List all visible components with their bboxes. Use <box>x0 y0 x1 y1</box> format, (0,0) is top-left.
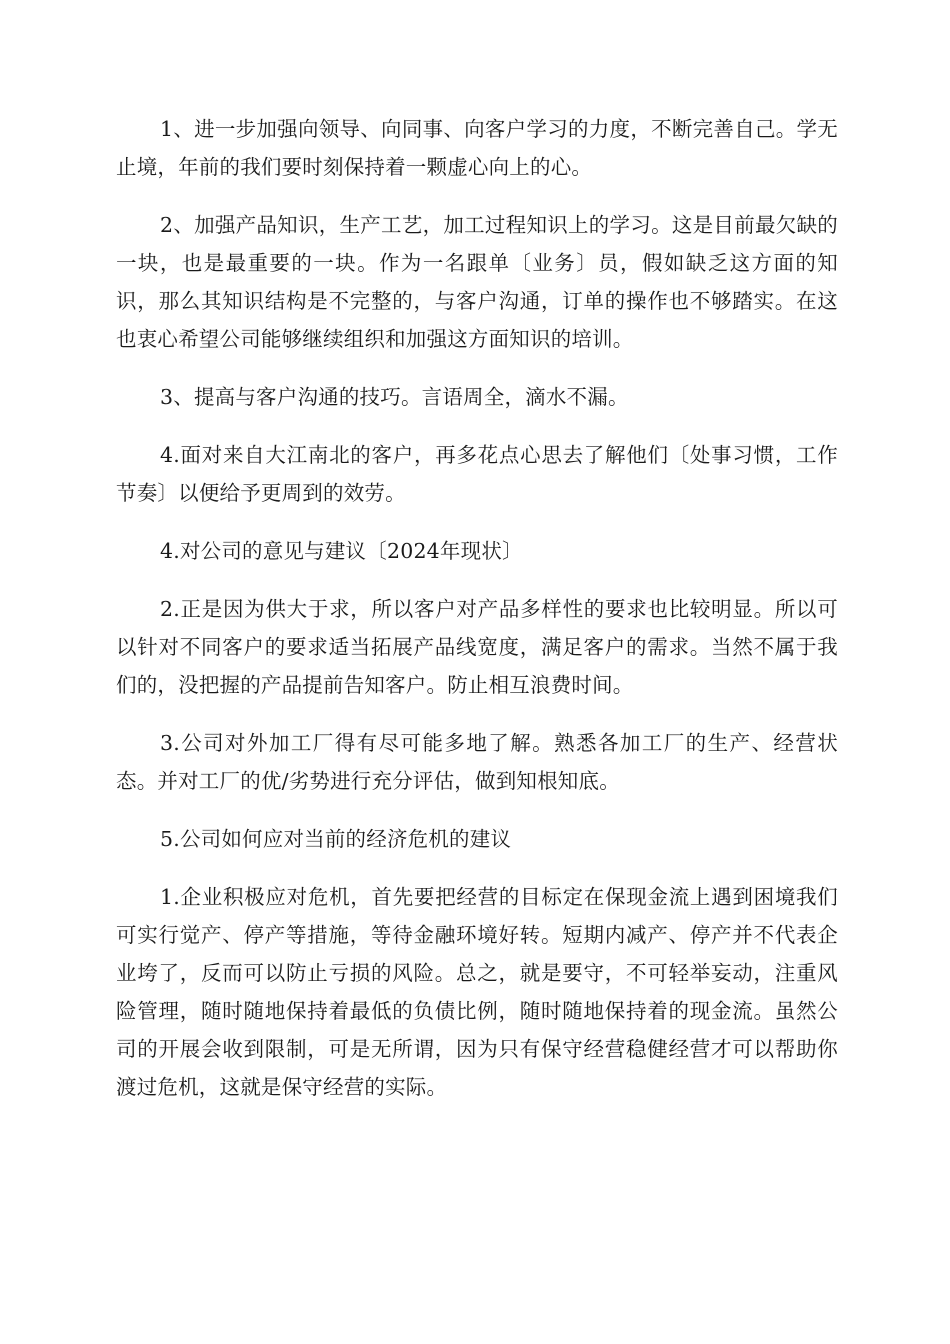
paragraph-5: 2.正是因为供大于求，所以客户对产品多样性的要求也比较明显。所以可以针对不同客户的要求适当拓展产品线宽度，满足客户的需求。当然不属于我们的，没把握的产品提前告知客户。防止相互浪费时间。 <box>116 597 838 697</box>
paragraph-7: 1.企业积极应对危机，首先要把经营的目标定在保现金流上遇到困境我们可实行觉产、停产等措施，等待金融环境好转。短期内减产、停产并不代表企业垮了，反而可以防止亏损的风险。总之，就是要守，不可轻举妄动，注重风险管理，随时随地保持着最低的负债比例，随时随地保持着的现金流。虽然公司的开展会收到限制，可是无所谓，因为只有保守经营稳健经营才可以帮助你渡过危机，这就是保守经营的实际。 <box>116 885 838 1099</box>
paragraph-1: 1、进一步加强向领导、向同事、向客户学习的力度，不断完善自己。学无止境，年前的我们要时刻保持着一颗虚心向上的心。 <box>116 117 838 179</box>
paragraph-6: 3.公司对外加工厂得有尽可能多地了解。熟悉各加工厂的生产、经营状态。并对工厂的优/劣势进行充分评估，做到知根知底。 <box>116 731 838 793</box>
section-heading-crisis: 5.公司如何应对当前的经济危机的建议 <box>160 827 512 851</box>
section-heading-suggestions: 4.对公司的意见与建议〔2024年现状〕 <box>160 539 523 563</box>
paragraph-2: 2、加强产品知识，生产工艺，加工过程知识上的学习。这是目前最欠缺的一块，也是最重要的一块。作为一名跟单〔业务〕员，假如缺乏这方面的知识，那么其知识结构是不完整的，与客户沟通，订单的操作也不够踏实。在这也衷心希望公司能够继续组织和加强这方面知识的培训。 <box>116 213 838 351</box>
document-body <box>116 110 838 1126</box>
paragraph-3: 3、提高与客户沟通的技巧。言语周全，滴水不漏。 <box>160 385 629 409</box>
paragraph-4: 4.面对来自大江南北的客户，再多花点心思去了解他们〔处事习惯，工作节奏〕以便给予更周到的效劳。 <box>116 443 838 505</box>
